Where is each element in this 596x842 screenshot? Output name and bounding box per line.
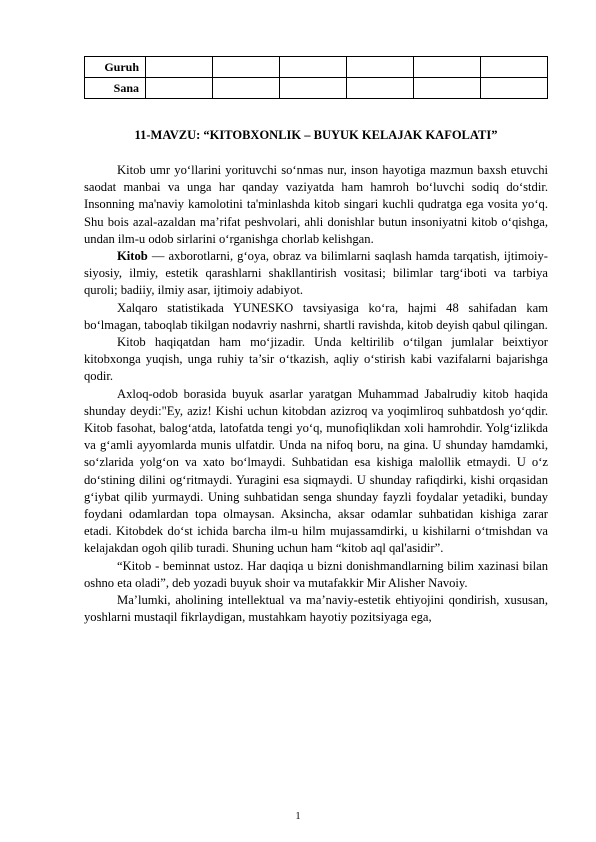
table-cell: [213, 78, 280, 99]
group-date-table: [84, 56, 548, 99]
table-cell: [481, 78, 548, 99]
table-row: [85, 57, 548, 78]
paragraph-text: Ma’lumki, aholining intellektual va ma’naviy-estetik ehtiyojini qondirish, xususan, yoshlarni mustaqil fikrlaydigan, mustahkam hayotiy pozitsiyaga ega,: [84, 593, 548, 625]
table-cell: [414, 57, 481, 78]
term-kitob: Kitob: [117, 249, 148, 264]
page-number: 1: [295, 811, 301, 822]
table-cell: [213, 57, 280, 78]
body-text: [84, 162, 548, 626]
table-cell: [280, 57, 347, 78]
paragraph: [84, 300, 548, 334]
paragraph: [84, 248, 548, 300]
paragraph: [84, 558, 548, 592]
table-row: [85, 78, 548, 99]
table-cell: [280, 78, 347, 99]
table-cell: [414, 78, 481, 99]
table-cell: [347, 57, 414, 78]
date-label: Sana: [85, 78, 146, 99]
paragraph-text: Xalqaro statistikada YUNESKO tavsiyasiga ko‘ra, hajmi 48 sahifadan kam bo‘lmagan, taboqlab tikilgan nodavriy nashrni, shartli ravishda, kitob deyish qabul qilingan.: [84, 300, 548, 332]
paragraph: [84, 162, 548, 248]
paragraph: [84, 386, 548, 558]
table-cell: [146, 57, 213, 78]
group-label: Guruh: [85, 57, 146, 78]
topic-title: 11-MAVZU: “KITOBXONLIK – BUYUK KELAJAK KAFOLATI”: [134, 128, 498, 142]
table-cell: [481, 57, 548, 78]
paragraph-text: Kitob haqiqatdan ham mo‘jizadir. Unda keltirilib o‘tilgan jumlalar beixtiyor kitobxonga yuqish, unga ruhiy ta’sir o‘tkazish, aqliy o‘stirish kabi vazifalarni bajarishga qodir.: [84, 335, 548, 384]
table-cell: [347, 78, 414, 99]
table-cell: [146, 78, 213, 99]
paragraph-text: Kitob umr yo‘llarini yorituvchi so‘nmas nur, inson hayotiga mazmun baxsh etuvchi saodat manbai va unga har qanday vaziyatda ham hamroh bo‘luvchi sodiq do‘stdir. Insonning ma'naviy kamolotini ta'minlashda kitob singari kuchli qudratga ega vosita yo‘q. Shu bois azal-azaldan ma’rifat peshvolari, ahli donishlar butun insoniyatni kitob o‘qishga, undan ilm-u odob sirlarini o‘rganishga chorlab kelishgan.: [84, 163, 548, 246]
paragraph-text: — axborotlarni, g‘oya, obraz va bilimlarni saqlash hamda tarqatish, ijtimoiy-siyosiy, ilmiy, estetik qarashlarni shakllantirish vositasi; bilimlar targ‘iboti va tarbiya quroli; badiiy, ilmiy asar, ijtimoiy adabiyot.: [84, 249, 548, 298]
paragraph: [84, 334, 548, 386]
paragraph-text: “Kitob - beminnat ustoz. Har daqiqa u bizni donishmandlarning bilim xazinasi bilan oshno eta oladi”, deb yozadi buyuk shoir va mutafakkir Mir Alisher Navoiy.: [84, 558, 548, 590]
paragraph: [84, 592, 548, 626]
paragraph-text: Axloq-odob borasida buyuk asarlar yaratgan Muhammad Jabalrudiy kitob haqida shunday deydi:"Ey, aziz! Kishi uchun kitobdan azizroq va yoqimliroq suhbatdosh yo‘qdir. Kitob fasohat, balog‘atda, latofatda tengi yo‘q, munofiqlikdan xoli hamrohdir. Yolg‘izlikda va g‘amli ayyomlarda munis ulfatdir. Unda na nifoq boru, na gina. U shunday hamdamki, so‘zlarida yolg‘on va xato bo‘lmaydi. Suhbatidan esa kishiga malollik etmaydi. U o‘z do‘stining dilini og‘ritmaydi. Yuragini esa siqmaydi. U shunday rafiqdirki, kishi orqasidan g‘iybat qilib yurmaydi. Uning suhbatidan senga shunday fayzli foydalar yetadiki, bunday foydani odamlardan topa olmaysan. Aksincha, aksar odamlar suhbatidan kishiga zarar etadi. Kitobdek do‘st ichida barcha ilm-u hilm mujassamdirki, u kishilarni o‘tmishdan va kelajakdan ogoh qilib turadi. Shuning uchun ham “kitob aql qal'asidir”.: [84, 386, 548, 556]
